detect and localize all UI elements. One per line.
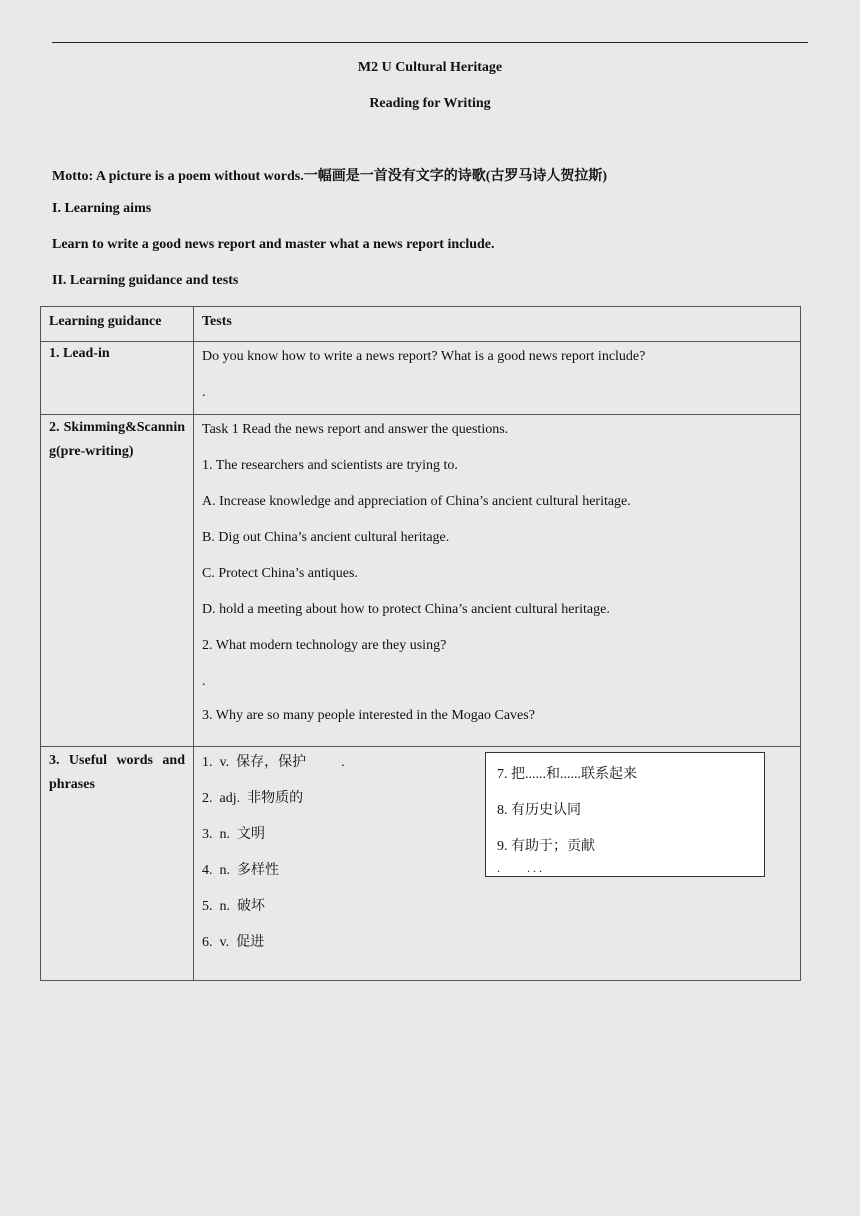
test-line: 2. What modern technology are they using? — [202, 638, 447, 653]
table-row — [41, 342, 801, 415]
test-line: Task 1 Read the news report and answer the questions. — [202, 422, 509, 437]
header-label-guidance: Learning guidance — [49, 314, 162, 329]
guidance-table — [40, 306, 801, 981]
guidance-cell — [41, 415, 194, 747]
header-cell-guidance — [41, 307, 194, 342]
vocab-line: 2. adj. 非物质的 — [202, 791, 304, 806]
guidance-label-leadin: 1. Lead-in — [49, 346, 110, 361]
test-line: . — [202, 385, 206, 400]
guidance-label-useful-words: 3. Useful words and phrases — [49, 753, 185, 792]
aims-text: Learn to write a good news report and master what a news report include. — [52, 237, 495, 252]
test-line: Do you know how to write a news report? What is a good news report include? — [202, 349, 646, 364]
section-heading-guidance: II. Learning guidance and tests — [52, 273, 239, 288]
header-label-tests: Tests — [202, 314, 232, 329]
motto: Motto: A picture is a poem without words.一幅画是一首没有文字的诗歌(古罗马诗人贺拉斯) — [52, 169, 608, 184]
section-heading-aims: I. Learning aims — [52, 201, 152, 216]
table-header-row — [41, 307, 801, 342]
tests-cell — [194, 342, 801, 415]
document-subtitle: Reading for Writing — [369, 96, 491, 111]
test-line: A. Increase knowledge and appreciation of China’s ancient cultural heritage. — [202, 494, 631, 509]
guidance-label-skimming: 2. Skimming&Scanning(pre-writing) — [49, 420, 185, 459]
vocab-line: 5. n. 破坏 — [202, 899, 265, 914]
test-line: C. Protect China’s antiques. — [202, 566, 358, 581]
vocab-line: 4. n. 多样性 — [202, 863, 279, 878]
guidance-cell — [41, 342, 194, 415]
tests-cell — [194, 415, 801, 747]
document-title: M2 U Cultural Heritage — [357, 60, 503, 75]
vocab-line: 6. v. 促进 — [202, 935, 265, 950]
textbox-line: 9. 有助于；贡献 — [497, 839, 595, 854]
test-line: 3. Why are so many people interested in the Mogao Caves? — [202, 708, 535, 723]
textbox-line: 8. 有历史认同 — [497, 803, 581, 818]
test-line: . — [202, 674, 206, 689]
vocab-line: 3. n. 文明 — [202, 827, 265, 842]
header-cell-tests — [194, 307, 801, 342]
test-line: D. hold a meeting about how to protect China’s ancient cultural heritage. — [202, 602, 610, 617]
textbox-line: . . . . — [497, 861, 542, 875]
test-line: B. Dig out China’s ancient cultural heritage. — [202, 530, 450, 545]
textbox-line: 7. 把......和......联系起来 — [497, 767, 637, 782]
vocab-line: 1. v. 保存，保护 . — [202, 755, 345, 770]
table-row — [41, 415, 801, 747]
top-rule — [52, 42, 808, 43]
vocab-textbox — [485, 752, 765, 877]
test-line: 1. The researchers and scientists are trying to. — [202, 458, 458, 473]
guidance-cell — [41, 747, 194, 981]
